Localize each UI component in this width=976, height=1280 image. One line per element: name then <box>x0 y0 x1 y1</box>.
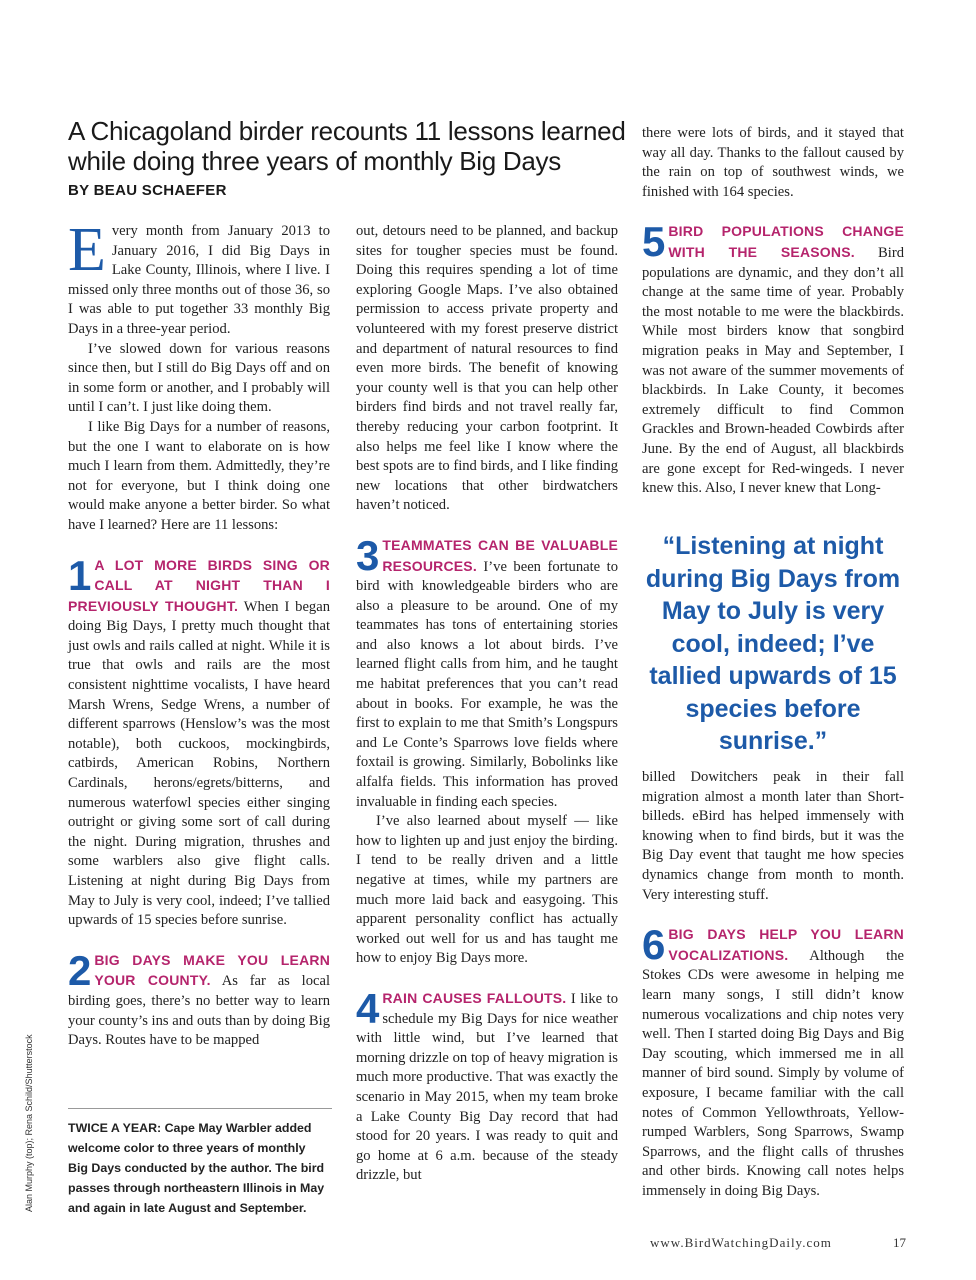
lesson-2 <box>68 946 330 1051</box>
pull-quote: “Listening at night during Big Days from May to July is very cool, indeed; I’ve tallied upwards of 15 species before sunrise.” <box>645 532 901 755</box>
intro-paragraph-3: I like Big Days for a number of reasons, but the one I want to elaborate on is how much I learn from them. Admittedly, they’re not for everyone, but I think doing one would make anyone a better birder. So what have I learned? Here are 11 lessons: <box>68 418 330 533</box>
lesson-4 <box>356 984 618 1186</box>
lesson-body: I’ve been fortunate to bird with knowledgeable birders who are also a pleasure to be around. One of my teammates has tons of entertaining stories and also knows a lot about birds. I’ve learned flight calls from him, and he taught me habitat preferences that you can’t read about in books. For example, he was the first to explain to me that Smith’s Longspurs and Le Conte’s Sparrows love fields where foxtail is growing. Similarly, Bobolinks like alfalfa fields. This information has proved invaluable in finding each species. <box>356 558 618 810</box>
column-3-bottom <box>642 768 904 1201</box>
lesson-body: When I began doing Big Days, I pretty much thought that just owls and rails called at night. While it is true that owls and rails are the most consistent nighttime vocalists, I have heard Marsh Wrens, Sedge Wrens, a number of different sparrows (Henslow’s was the most notable), both cuckoos, mockingbirds, catbirds, American Robins, Northern Cardinals, herons/egrets/bitterns, and numerous waterfowl species either singing outright or giving some sort of call during the night. During migration, thrushes and some warblers also give flight calls. Listening at night during Big Days from May to July is very cool, indeed; I’ve tallied upwards of 15 species before sunrise. <box>68 598 330 929</box>
column-2 <box>356 222 618 1186</box>
column-1 <box>68 216 330 1051</box>
lesson-body: Although the Stokes CDs were awesome in helping me learn many songs, I still didn’t know numerous vocalizations and chip notes very well. Then I started doing Big Days and Big Day scouting, which immersed me in all manner of bird sound. Simply by volume of exposure, I became familiar with the call notes of Common Yellowthroats, Yellow-rumped Warblers, Song Sparrows, Swamp Sparrows, and the flight calls of thrushes and other birds. Knowing call notes helps immensely in doing Big Days. <box>642 947 904 1199</box>
lesson-body: I like to schedule my Big Days for nice weather with little wind, but I’ve learned that morning drizzle on top of heavy migration is much more productive. That was exactly the scenario in May 2015, when my team broke a Lake County Big Day record that had stood for 20 years. I was ready to quit and go home at 6 a.m. because of the steady drizzle, but <box>356 990 618 1184</box>
article-deck: A Chicagoland birder recounts 11 lessons learned while doing three years of monthly Big Days <box>68 116 626 176</box>
lesson-number: 3 <box>356 531 380 579</box>
intro-paragraph-2: I’ve slowed down for various reasons since then, but I still do Big Days off and on in some form or another, and I probably will until I can’t. I just like doing them. <box>68 340 330 416</box>
lesson-1 <box>68 551 330 931</box>
lesson-body: Bird populations are dynamic, and they don’t all change at the same time of year. Probably the most notable to me were the blackbirds. While most birders know that songbird migration peaks in May and September, I was not aware of the summer movements of blackbirds. In Lake County, it becomes extremely difficult to find Common Grackles and Brown-headed Cowbirds after June. By the end of August, all blackbirds are gone except for Red-wingeds. I never knew this. Also, I never knew that Long- <box>642 244 905 497</box>
lesson-3 <box>356 531 618 969</box>
byline: BY BEAU SCHAEFER <box>68 182 227 199</box>
column-3-top <box>642 124 904 499</box>
lesson-number: 5 <box>642 218 666 266</box>
lesson-heading: BIG DAYS HELP YOU LEARN VOCALIZATIONS. <box>668 926 904 963</box>
lesson-number: 2 <box>68 946 92 994</box>
lesson-body: As far as local birding goes, there’s no better way to learn your county’s ins and outs than by doing Big Days. Routes have to be mapped <box>68 973 330 1049</box>
photo-caption: TWICE A YEAR: Cape May Warbler added welcome color to three years of monthly Big Days conducted by the author. The bird passes through northeastern Illinois in May and again in late August and September. <box>68 1121 325 1215</box>
page-number: 17 <box>893 1235 906 1250</box>
lesson-number: 6 <box>642 921 666 969</box>
lesson-number: 1 <box>68 551 92 599</box>
lesson-heading: A LOT MORE BIRDS SING OR CALL AT NIGHT THAN I PREVIOUSLY THOUGHT. <box>68 556 330 614</box>
photo-credit: Alan Murphy (top); Rena Schild/Shutterstock <box>24 1034 34 1212</box>
lesson-3-paragraph-2: I’ve also learned about myself — like how to lighten up and just enjoy the birding. I tend to be really driven and a little negative at times, while my partners are much more laid back and easygoing. This apparent personality conflict has actually worked out well for us and has taught me how to enjoy Big Days more. <box>356 813 618 967</box>
lesson-heading: TEAMMATES CAN BE VALUABLE RESOURCES. <box>382 536 618 574</box>
lesson-heading: BIRD POPULATIONS CHANGE WITH THE SEASONS. <box>668 223 904 260</box>
drop-cap: E <box>68 216 106 284</box>
lesson-2-continued: out, detours need to be planned, and backup sites for tougher species must be found. Doing this requires spending a lot of time exploring Google Maps. I’ve also obtained permission to access private property and volunteered with my forest preserve district and department of natural resources to find even more birds. The benefit of knowing your county well is that you can help other birders find birds and not travel really far, thereby reducing your carbon footprint. It also helps me feel like I know where the best spots are to find birds, and I like finding new locations that other birdwatchers haven’t noticed. <box>356 223 618 514</box>
lesson-heading: BIG DAYS MAKE YOU LEARN YOUR COUNTY. <box>94 951 330 989</box>
lesson-heading: RAIN CAUSES FALLOUTS. <box>382 989 567 1006</box>
lesson-4-continued: there were lots of birds, and it stayed that way all day. Thanks to the fallout caused by the rain on top of southwest winds, we finished with 164 species. <box>642 125 904 200</box>
lesson-number: 4 <box>356 984 380 1032</box>
footer-url: www.BirdWatchingDaily.com <box>650 1235 832 1250</box>
intro-paragraph-1: Every month from January 2013 to January 2016, I did Big Days in Lake County, Illinois, where I live. I missed only three months out of those 36, so I was able to put together 33 monthly Big Days in a three-year period. <box>68 216 330 337</box>
lesson-5 <box>642 218 905 498</box>
lesson-5-continued: billed Dowitchers peak in their fall migration almost a month later than Short-billeds. eBird has helped immensely with knowing when to find birds, but it was the Big Day event that taught me how species dynamics change from month to month. Very interesting stuff. <box>642 769 904 903</box>
lesson-6 <box>642 921 904 1201</box>
caption-divider <box>68 1108 332 1109</box>
